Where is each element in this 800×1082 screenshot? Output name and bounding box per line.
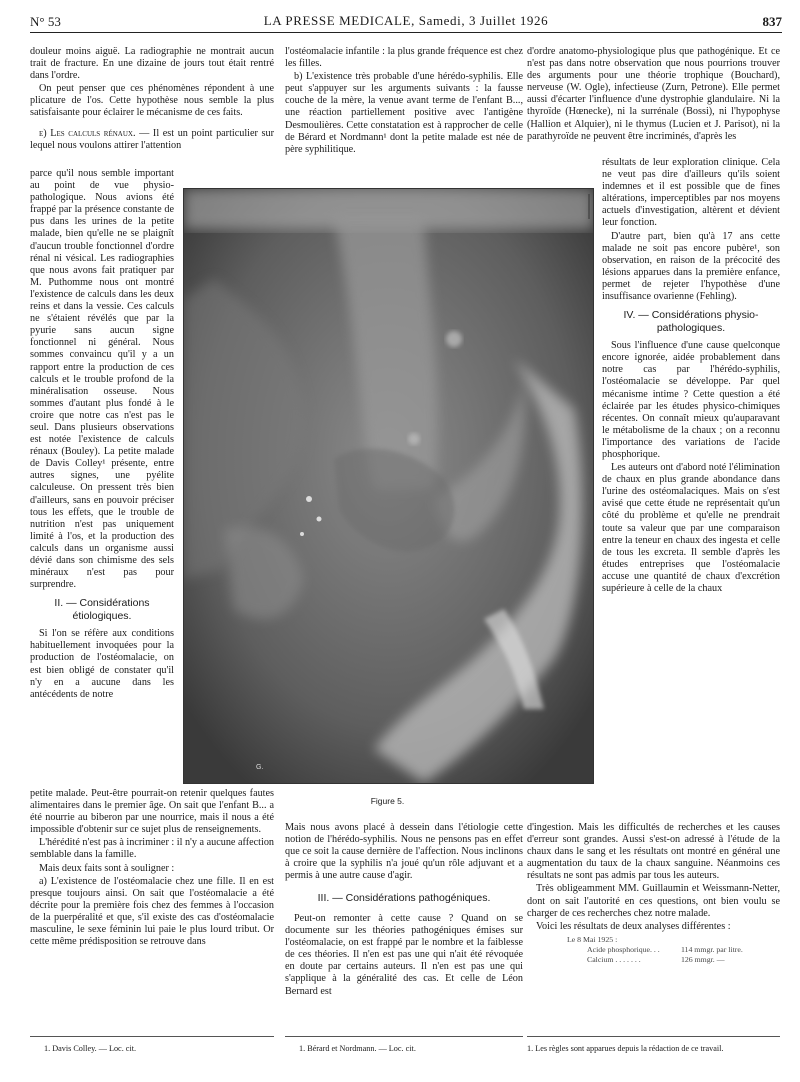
journal-title: LA PRESSE MEDICALE, Samedi, 3 Juillet 1926	[263, 13, 549, 28]
radiograph-figure	[183, 188, 594, 784]
paragraph: d'ingestion. Mais les difficultés de recherches et les causes d'erreur sont grandes. Aussi s'est-on adressé à l'étude de la chaux dans le sang et les résultats ont montré en général une augmentation du taux de la chaux sanguine. Néanmoins ces résultats ne sont pas admis par tous les auteurs.	[527, 822, 780, 882]
paragraph: Peut-on remonter à cette cause ? Quand on se documente sur les théories pathogéniques émises sur l'ostéomalacie, on est frappé par le nombre et la faiblesse de ces théories. Il n'en est pas une qui n'ait été révoquée en doute par certains auteurs. Il n'en est pas une qui s'applique à la généralité des cas. Et celle de Léon Bernard est	[285, 912, 523, 997]
paragraph: parce qu'il nous semble important au point de vue physio-pathologique. Nous avions été frappé par la présence constante de pus dans les urines de la petite malade, bien qu'elle ne se plaignît d'aucun trouble fonctionnel d'ordre rénal ni vésical. Les radiographies que nous avons fait pratiquer par M. Puthomme nous ont montré l'existence de calculs dans les deux reins et dans la vessie. Ces calculs ne s'étaient révélés que par la pyurie sans aucun signe fonctionnel ni général. Nous sommes convaincu qu'il y a un rapport entre la production de ces calculs et le trouble profond de la minéralisation osseuse. Nous sommes d'autant plus fondé à le croire que notre cas n'est pas le seul. Dans plusieurs observations est notée l'existence de calculs rénaux (Bouley). La petite malade de Davis Colley¹ présente, entre autres signes, une pyélite calculeuse. On pressent très bien d'ailleurs, sans en pouvoir préciser tous les effets, que le trouble de nutrition n'est pas uniquement limité à l'os, et la production des calculs dans un organisme aussi dévié dans son chimisme des sels minéraux n'est pas pour surprendre.	[30, 168, 174, 591]
paragraph: d'ordre anatomo-physiologique plus que pathogénique. Et ce n'est pas dans notre observation que nous pourrions trouver des arguments pour une théorie trophique (Bouchard), nerveuse (W. Ogle), infectieuse (Zurn, Petrone). Elle permet aussi d'écarter l'influence d'une dystrophie glandulaire. Ni la thyroïde (Hœnecke), ni la surrénale (Bossi), ni l'hypophyse (Hallion et Alquier), ni le thymus (Lucien et J. Parisot), ni la parathyroïde ne peuvent être incriminés, d'après les	[527, 46, 780, 142]
figure-corner-mark: G.	[256, 764, 264, 771]
footnote-right: 1. Les règles sont apparues depuis la rédaction de ce travail.	[527, 1044, 724, 1053]
col3-narrow	[602, 157, 780, 596]
paragraph: D'autre part, bien qu'à 17 ans cette malade ne soit pas encore pubère¹, son observation, en raison de la précocité des lésions apparues dans la première enfance, permet de rejeter l'hypothèse d'une insuffisance ovarienne (Fehling).	[602, 230, 780, 303]
paragraph: Voici les résultats de deux analyses différentes :	[536, 920, 731, 932]
figure-caption: Figure 5.	[370, 796, 405, 806]
paragraph: résultats de leur exploration clinique. Cela ne veut pas dire d'ailleurs qu'ils soient indemnes et il est possible que de fines altérations, imperceptibles par nos moyens actuels d'investigation, altèrent et dévient leur fonction.	[602, 157, 780, 229]
footnote-rule	[527, 1036, 780, 1037]
paragraph: l'ostéomalacie infantile : la plus grande fréquence est chez les filles.	[285, 46, 523, 70]
col2-top	[285, 46, 523, 157]
table-row: Calcium . . . . . . . 126 mmgr. —	[587, 954, 725, 964]
run-in-heading: e) Les calculs rénaux.	[39, 127, 136, 139]
section-title-4: IV. — Considérations physio-pathologiques.	[623, 309, 759, 334]
col1-bottom	[30, 788, 274, 949]
paragraph: douleur moins aiguë. La radiographie ne montrait aucun trait de fracture. En une dizaine de jours tout était rentré dans l'ordre.	[30, 46, 274, 82]
footnote-rule	[285, 1036, 523, 1037]
xray-image	[184, 189, 593, 783]
paragraph: Si l'on se réfère aux conditions habituellement invoquées pour la production de l'ostéomalacie, on est bien obligé de constater qu'il n'y en a aucune dans les antécédents de notre	[30, 628, 174, 700]
running-header	[30, 12, 782, 33]
paragraph: On peut penser que ces phénomènes répondent à une plicature de l'os. Cette hypothèse nous semble la plus satisfaisante pour éclairer le mécanisme de ces faits.	[30, 83, 274, 119]
issue-number: N° 53	[30, 14, 61, 29]
footnote-rule	[30, 1036, 274, 1037]
paragraph: e) Les calculs rénaux. — Il est un point particulier sur lequel nous voulons attirer l'attention	[30, 127, 274, 151]
col2-bottom	[285, 822, 523, 999]
footnote-left: 1. Davis Colley. — Loc. cit.	[44, 1044, 137, 1053]
page-number: 837	[762, 14, 782, 29]
paragraph: Mais nous avons placé à dessein dans l'étiologie cette notion de l'hérédo-syphilis. Nous ne pensons pas en effet que ce soit la cause dernière de l'affection. Nous inclinons à croire que la syphilis n'a joué qu'un rôle adjuvant et a permis à une autre cause d'agir.	[285, 822, 523, 882]
paragraph: b) L'existence très probable d'une hérédo-syphilis. Elle peut s'appuyer sur les arguments suivants : la fausse couche de la mère, la venue avant terme de l'enfant B..., une réaction partiellement positive avec l'antigène Desmoulières. Cette constatation est à rapprocher de celle de Bérard et Nordmann¹ dont la petite malade est née de père syphilitique.	[285, 71, 523, 155]
analysis-table	[527, 935, 780, 965]
paragraph: a) L'existence de l'ostéomalacie chez une fille. Il en est presque toujours ainsi. On sait que l'ostéomalacie a été décrite pour la première fois chez des femmes à l'occasion de la puerpéralité et que, s'il existe des cas d'ostéomalacie masculine, le sexe féminin lui paie le plus lourd tribut. Or cette même prédisposition se retrouve dans	[30, 875, 274, 948]
paragraph: L'hérédité n'est pas à incriminer : il n'y a aucune affection semblable dans la famille.	[30, 837, 275, 861]
paragraph: Très obligeamment MM. Guillaumin et Weissmann-Netter, dont on sait l'autorité en ces questions, ont bien voulu se charger de ces recherches chez notre malade.	[527, 883, 780, 919]
col1-top	[30, 46, 274, 153]
paragraph: Sous l'influence d'une cause quelconque encore ignorée, aidée probablement dans notre cas par l'hérédo-syphilis, l'ostéomalacie se développe. Par quel mécanisme intime ? Cette question a été éclairée par les études physico-chimiques récentes. On connaît mieux qu'auparavant le métabolisme de la chaux ; on a reconnu l'importance des variations de l'acide phosphorique.	[602, 340, 780, 460]
section-title-2: II. — Considérations étiologiques.	[54, 597, 150, 622]
col1-narrow	[30, 168, 174, 702]
col3-top	[527, 46, 780, 144]
table-date: Le 8 Mai 1925 :	[567, 934, 618, 944]
paragraph: Les auteurs ont d'abord noté l'élimination de chaux en plus grande abondance dans l'urine des ostéomalaciques. Mais on s'est avisé que cette étude ne représentait qu'un côté du problème et qu'elle ne prendrait toute sa valeur que par une comparaison entre la teneur en chaux des ingesta et celle de tous les excreta. Il semble d'après les études entreprises que l'ostéomalacie accuse une quantité de chaux d'excrétion supérieure à celle de la chaux	[602, 462, 780, 594]
section-title-3: III. — Considérations pathogéniques.	[317, 892, 491, 905]
table-row: Acide phosphorique. . . 114 mmgr. par litre.	[587, 944, 743, 954]
paragraph: Mais deux faits sont à souligner :	[39, 862, 175, 874]
col3-bottom	[527, 822, 780, 965]
footnote-middle: 1. Bérard et Nordmann. — Loc. cit.	[299, 1044, 416, 1053]
paragraph: petite malade. Peut-être pourrait-on retenir quelques fautes alimentaires dans le premier âge. On sait que l'enfant B... a été nourrie au biberon par une nourrice, mais il nous a été impossible d'obtenir sur ce sujet plus de renseignements.	[30, 788, 274, 836]
